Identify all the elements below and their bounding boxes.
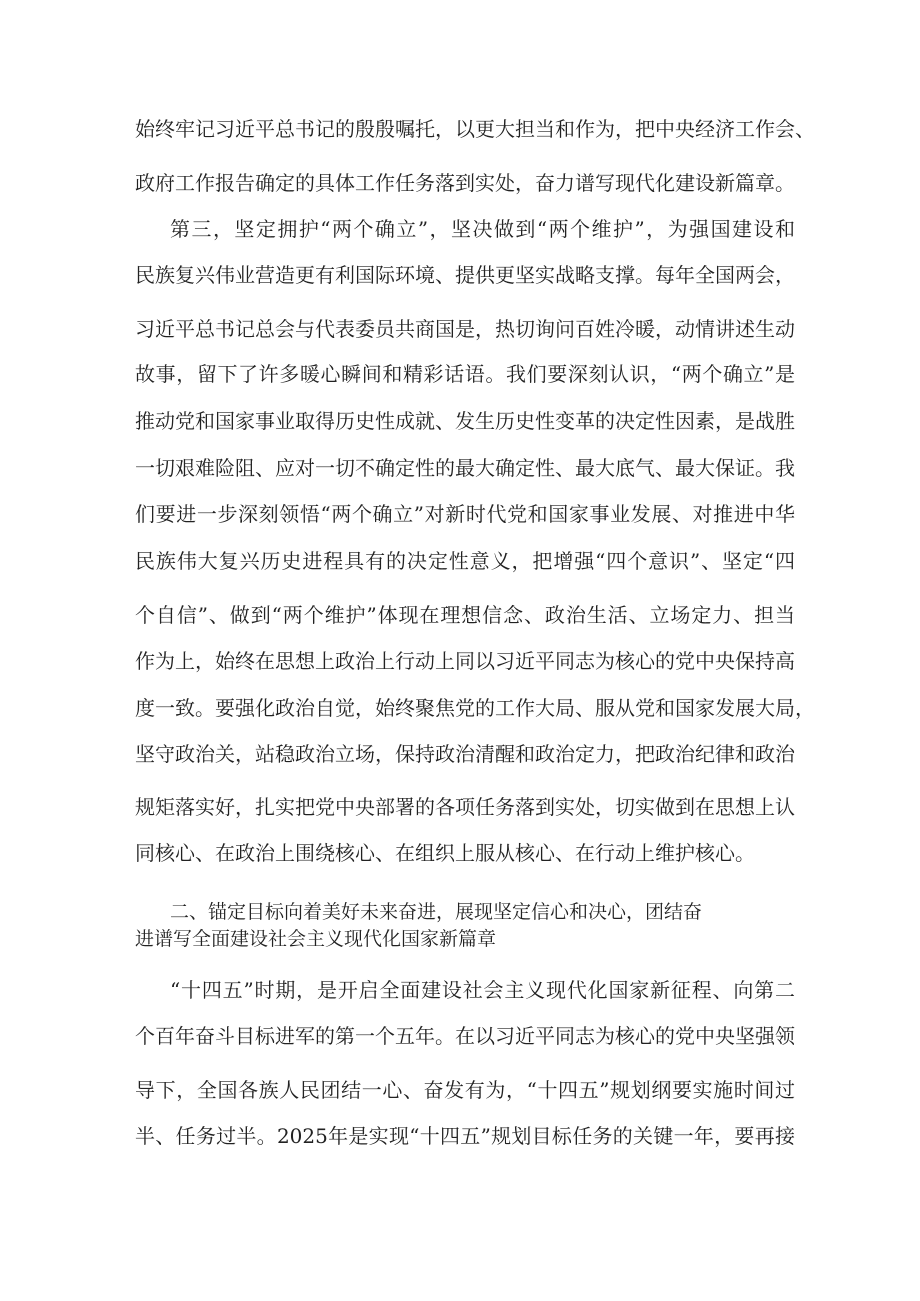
section-heading: 二、锚定目标向着美好未来奋进，展现坚定信心和决心，团结奋 bbox=[170, 901, 703, 923]
body-line: 一切艰难险阻、应对一切不确定性的最大确定性、最大底气、最大保证。我 bbox=[135, 456, 795, 480]
body-line: 推动党和国家事业取得历史性成就、发生历史性变革的决定性因素，是战胜 bbox=[135, 409, 795, 433]
body-line: 同核心、在政治上围绕核心、在组织上服从核心、在行动上维护核心。 bbox=[135, 841, 755, 865]
body-line: 习近平总书记总会与代表委员共商国是，热切询问百姓冷暖，动情讲述生动 bbox=[135, 317, 795, 341]
body-line: 第三，坚定拥护“两个确立”，坚决做到“两个维护”，为强国建设和 bbox=[170, 217, 795, 241]
body-line: 始终牢记习近平总书记的殷殷嘱托，以更大担当和作为，把中央经济工作会、 bbox=[135, 117, 815, 141]
body-line: 坚守政治关，站稳政治立场，保持政治清醒和政治定力，把政治纪律和政治 bbox=[135, 742, 795, 766]
body-line: 故事，留下了许多暖心瞬间和精彩话语。我们要深刻认识，“两个确立”是 bbox=[135, 362, 795, 386]
body-line: 们要进一步深刻领悟“两个确立”对新时代党和国家事业发展、对推进中华 bbox=[135, 502, 795, 526]
body-line: 个自信”、做到“两个维护”体现在理想信念、政治生活、立场定力、担当 bbox=[135, 603, 795, 627]
body-line: 政府工作报告确定的具体工作任务落到实处，奋力谱写现代化建设新篇章。 bbox=[135, 171, 795, 195]
body-line: 作为上，始终在思想上政治上行动上同以习近平同志为核心的党中央保持高 bbox=[135, 649, 795, 673]
body-line: 半、任务过半。2025年是实现“十四五”规划目标任务的关键一年，要再接 bbox=[135, 1124, 795, 1148]
body-line: 个百年奋斗目标进军的第一个五年。在以习近平同志为核心的党中央坚强领 bbox=[135, 1024, 795, 1048]
body-line: 民族复兴伟业营造更有利国际环境、提供更坚实战略支撑。每年全国两会， bbox=[135, 263, 795, 287]
section-heading: 进谱写全面建设社会主义现代化国家新篇章 bbox=[135, 928, 497, 950]
body-line: 度一致。要强化政治自觉，始终聚焦党的工作大局、服从党和国家发展大局， bbox=[135, 696, 815, 720]
body-line: 导下，全国各族人民团结一心、奋发有为，“十四五”规划纲要实施时间过 bbox=[135, 1078, 795, 1102]
body-line: 民族伟大复兴历史进程具有的决定性意义，把增强“四个意识”、坚定“四 bbox=[135, 549, 795, 573]
body-line: 规矩落实好，扎实把党中央部署的各项任务落到实处，切实做到在思想上认 bbox=[135, 795, 795, 819]
body-line: “十四五”时期，是开启全面建设社会主义现代化国家新征程、向第二 bbox=[170, 978, 795, 1002]
